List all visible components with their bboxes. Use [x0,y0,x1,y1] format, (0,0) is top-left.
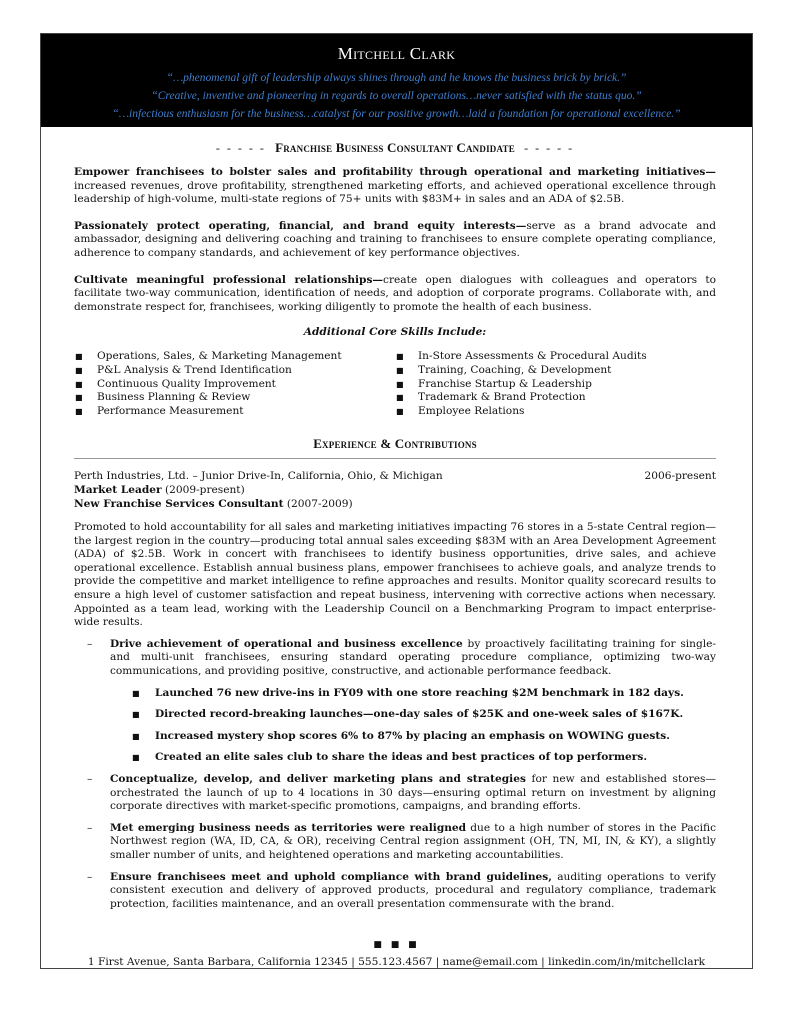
testimonial-quote: “…phenomenal gift of leadership always shines through and he knows the business brick by brick.” [166,72,627,84]
square-bullet-icon: ■ [132,687,140,698]
summary-text: create open dialogues with colleagues and operators to facilitate two-way communication, identification of needs, and adoption of corporate programs. Collaborate with, and demonstrate respect for, franchisees, working diligently to promote the health of each business. [74,273,716,313]
job-company-line [74,470,716,484]
dash-bullet-icon: – [87,773,93,785]
square-bullet-icon: ■ [132,730,140,741]
experience-section-title: Experience & Contributions [74,436,716,459]
target-title [74,140,716,156]
square-bullet-icon: ■ [132,752,140,763]
job-role: New Franchise Services Consultant (2007-2009) [74,497,353,510]
square-bullet-icon: ■ [75,393,83,403]
job-bullet: – Met emerging business needs as territories were realigned due to a high number of stores in the Pacific Northwest region (WA, ID, CA, & OR), receiving Central region assignment (OH, TN, MI, IN, & KY), a slightly smaller number of units, and heightened operations and marketing accountabilities. [87,821,716,861]
summary-paragraph [74,274,716,315]
skill-item: ■ Franchise Startup & Leadership [396,377,592,390]
headline-text: Franchise Business Consultant Candidate [275,140,515,155]
square-bullet-icon: ■ [75,379,83,389]
core-skills-title: Additional Core Skills Include: [303,326,487,339]
skill-item: ■ In-Store Assessments & Procedural Audits [396,350,647,363]
company-name: Perth Industries, Ltd. – Junior Drive-In, California, Ohio, & Michigan [74,470,443,483]
core-skills-column-left [74,350,395,418]
skill-item: ■ P&L Analysis & Trend Identification [75,363,292,376]
highlight-item: ■ Directed record-breaking launches—one-day sales of $25K and one-week sales of $167K. [132,708,684,721]
testimonial-quote: “…infectious enthusiasm for the business…catalyst for our positive growth…laid a foundation for operational excellence.” [112,108,681,120]
dash-bullet-icon: – [87,637,93,650]
square-bullet-icon: ■ [396,352,404,362]
summary-text: increased revenues, drove profitability, strengthened marketing efforts, and achieved operational excellence through leadership of high-volume, multi-state regions of 75+ units with $83M+ in sales and an ADA of $2.5B. [74,179,716,206]
highlight-item: ■ Launched 76 new drive-ins in FY09 with one store reaching $2M benchmark in 182 days. [132,686,684,699]
resume-page [40,33,753,969]
job-bullet: – Conceptualize, develop, and deliver marketing plans and strategies for new and established stores—orchestrated the launch of up to 4 locations in 30 days—ensuring optimal return on investment by aligning corporate directives with market-specific promotions, campaigns, and branding efforts. [87,773,716,813]
highlight-list [110,687,716,765]
skill-item: ■ Performance Measurement [75,404,244,417]
dash-bullet-icon: – [87,870,93,883]
job-role: Market Leader (2009-present) [74,483,245,496]
summary-paragraph [74,220,716,261]
core-skills-list [74,350,716,418]
job-dates: 2006-present [644,470,716,483]
resume-body [74,127,716,919]
skill-item: ■ Trademark & Brand Protection [396,391,586,404]
square-bullet-icon: ■ [396,379,404,389]
headline-dashes-right: - - - - - [524,141,575,155]
summary-text: serve as a brand advocate and ambassador, designing and delivering coaching and training to franchisees to ensure complete operating compliance, adherence to company standards, and achievement of key performance objectives. [74,219,716,259]
square-bullet-icon: ■ [396,406,404,416]
summary-paragraph [74,166,716,207]
testimonial-quote: “Creative, inventive and pioneering in regards to overall operations…never satisfied with the status quo.” [151,90,642,102]
summary-lead: Empower franchisees to bolster sales and profitability through operational and marketing initiatives— [74,166,716,178]
footer-divider-mark: ■ ■ ■ [373,940,420,950]
skill-item: ■ Employee Relations [396,404,525,417]
job-description: Promoted to hold accountability for all sales and marketing initiatives impacting 76 stores in a 5-state Central region—the largest region in the country—producing total annual sales exceeding $83M with an Area Development Agreement (ADA) of $2.5B. Work in concert with franchisees to identify business opportunities, drive sales, and achieve operational excellence. Establish annual business plans, empower franchisees to achieve goals, and analyze trends to provide the competitive and market intelligence to refine approaches and results. Monitor quality scorecard results to ensure a high level of customer satisfaction and repeat business, intervening with corrective actions when necessary. Appointed as a team lead, working with the Leadership Council on a Benchmarking Program to impact enterprise-wide results. [74,521,716,629]
summary-lead: Cultivate meaningful professional relationships— [74,273,384,286]
highlight-item: ■ Created an elite sales club to share the ideas and best practices of top performers. [132,751,648,764]
contact-info: 1 First Avenue, Santa Barbara, California 12345 | 555.123.4567 | name@email.com | linkedin.com/in/mitchellclark [87,956,706,968]
square-bullet-icon: ■ [132,709,140,720]
skill-item: ■ Training, Coaching, & Development [396,363,612,376]
headline-dashes-left: - - - - - [215,141,266,155]
skill-item: ■ Continuous Quality Improvement [75,377,276,390]
core-skills-column-right [395,350,716,418]
job-bullet: – Drive achievement of operational and business excellence by proactively facilitating training for single- and multi-unit franchisees, ensuring standard operating procedure compliance, optimizing two-way communications, and providing positive, constructive, and actionable performance feedback. ■ Launched 76 new drive-ins in FY09 with one store reaching $2M benchmark in 182 days. ■ Directed record-breaking launches—one-day sales of $25K and one-week sales of $167K. ■ Increased mystery shop scores 6% to 87% by placing an emphasis on WOWING guests. ■ Created an elite sales club to share the ideas and best practices of top performers. [87,637,716,764]
summary-lead: Passionately protect operating, financial, and brand equity interests— [74,219,527,232]
highlight-item: ■ Increased mystery shop scores 6% to 87% by placing an emphasis on WOWING guests. [132,729,670,742]
candidate-name: Mitchell Clark [337,44,456,63]
job-entry [74,470,716,911]
resume-header [41,34,752,127]
dash-bullet-icon: – [87,821,93,834]
skill-item: ■ Business Planning & Review [75,391,251,404]
job-bullet: – Ensure franchisees meet and uphold compliance with brand guidelines, auditing operations to verify consistent execution and delivery of approved products, procedural and regulatory compliance, trademark protection, facilities maintenance, and an overall presentation commensurate with the brand. [87,870,716,910]
square-bullet-icon: ■ [396,365,404,375]
square-bullet-icon: ■ [75,352,83,362]
square-bullet-icon: ■ [75,406,83,416]
skill-item: ■ Operations, Sales, & Marketing Management [75,350,342,363]
job-bullets [74,638,716,912]
square-bullet-icon: ■ [75,365,83,375]
square-bullet-icon: ■ [396,393,404,403]
